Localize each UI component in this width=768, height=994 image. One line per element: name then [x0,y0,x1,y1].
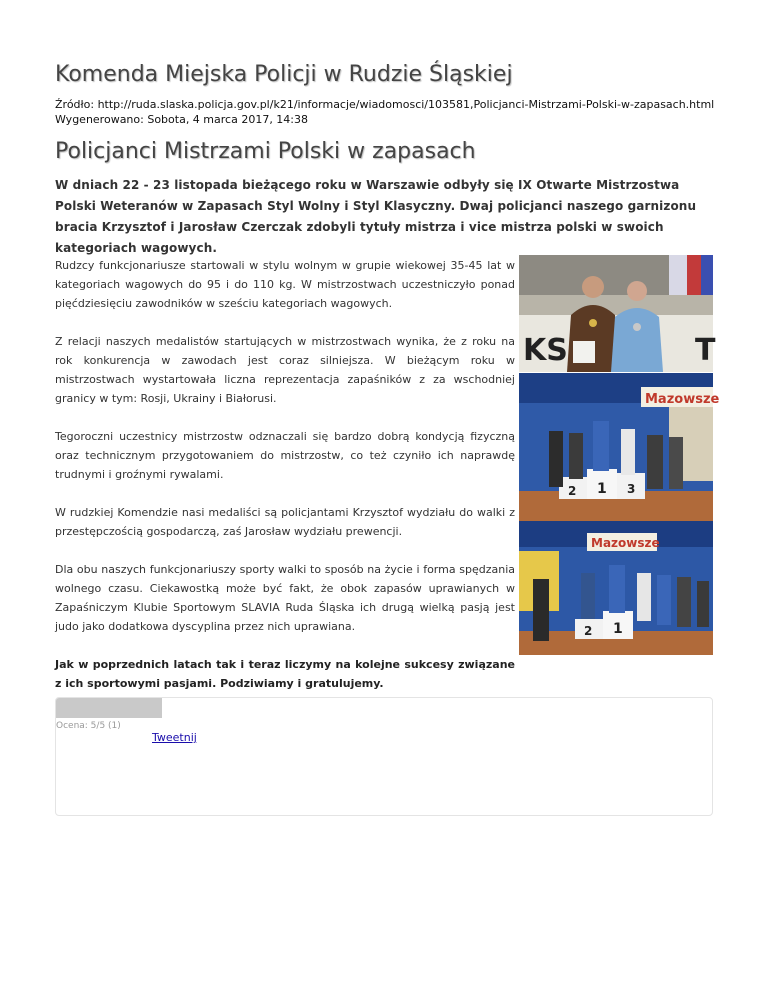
print-meta [55,97,713,127]
article-title: Policjanci Mistrzami Polski w zapasach [55,139,476,164]
article-paragraph: Rudzcy funkcjonariusze startowali w stylu wolnym w grupie wiekowej 35-45 lat w kategoriach wagowych do 95 i do 110 kg. W mistrzostwach uczestniczyło ponad pięćdziesięciu zawodników w sześciu kategoriach wagowych. [55,259,515,310]
svg-text:T: T [695,333,716,368]
article-paragraph: Z relacji naszych medalistów startujących w mistrzostwach wynika, że z roku na rok konkurencja w zawodach jest coraz silniejsza. W bieżącym roku w mistrzostwach wystartowała liczna reprezentacja zapaśników z za wschodniej granicy w tym: Rosji, Ukrainy i Białorusi. [55,335,515,405]
site-title: Komenda Miejska Policji w Rudzie Śląskiej [55,62,513,87]
article-footer [55,697,713,816]
tweet-link[interactable]: Tweetnij [152,731,197,744]
source-url: Źródło: http://ruda.slaska.policja.gov.pl/k21/informacje/wiadomosci/103581,Policjanci-Mistrzami-Polski-w-zapasach.html [55,98,715,111]
svg-text:2: 2 [584,624,593,638]
rating-stars[interactable] [56,698,162,718]
banner-text: KS [523,333,568,368]
podium-number: 2 [568,484,577,498]
article-lead: W dniach 22 - 23 listopada bieżącego roku w Warszawie odbyły się IX Otwarte Mistrzostwa Polski Weteranów w Zapasach Styl Wolny i Styl Klasyczny. Dwaj policjanci naszego garnizonu bracia Krzysztof i Jarosław Czerczak zdobyli tytuły mistrza i vice mistrza polski w swoich kategoriach wagowych. [55,178,697,255]
generated-date: Wygenerowano: Sobota, 4 marca 2017, 14:38 [55,113,309,126]
banner-text: Mazowsze [645,392,720,407]
svg-text:1: 1 [613,621,623,637]
rating-text: Ocena: 5/5 (1) [56,721,121,731]
photo-medalists[interactable] [519,255,716,372]
article-closing: Jak w poprzednich latach tak i teraz liczymy na kolejne sukcesy związane z ich sportowymi pasjami. Podziwiamy i gratulujemy. [55,658,515,690]
article-paragraph: Dla obu naszych funkcjonariuszy sporty walki to sposób na życie i forma spędzania wolnego czasu. Ciekawostką może być fakt, że obok zapasów uprawianych w Zapaśniczym Klubie Sportowym SLAVIA Ruda Śląska ich drugą wielką pasją jest judo jako dodatkowa dyscyplina przez nich uprawiana. [55,563,515,633]
banner-text: Mazowsze [591,536,660,550]
podium-number: 1 [597,481,607,497]
podium-number: 3 [627,482,636,496]
article-paragraph: W rudzkiej Komendzie nasi medaliści są policjantami Krzysztof wydziału do walki z przestępczością gospodarczą, zaś Jarosław wydziału prewencji. [55,506,515,538]
photo-podium-1[interactable] [519,373,720,521]
photo-podium-2[interactable] [519,521,713,655]
article-body [55,256,515,712]
article-paragraph: Tegoroczni uczestnicy mistrzostw odznaczali się bardzo dobrą kondycją fizyczną oraz technicznym przygotowaniem do mistrzostw, co też czyniło ich naprawdę trudnymi i groźnymi rywalami. [55,430,515,481]
